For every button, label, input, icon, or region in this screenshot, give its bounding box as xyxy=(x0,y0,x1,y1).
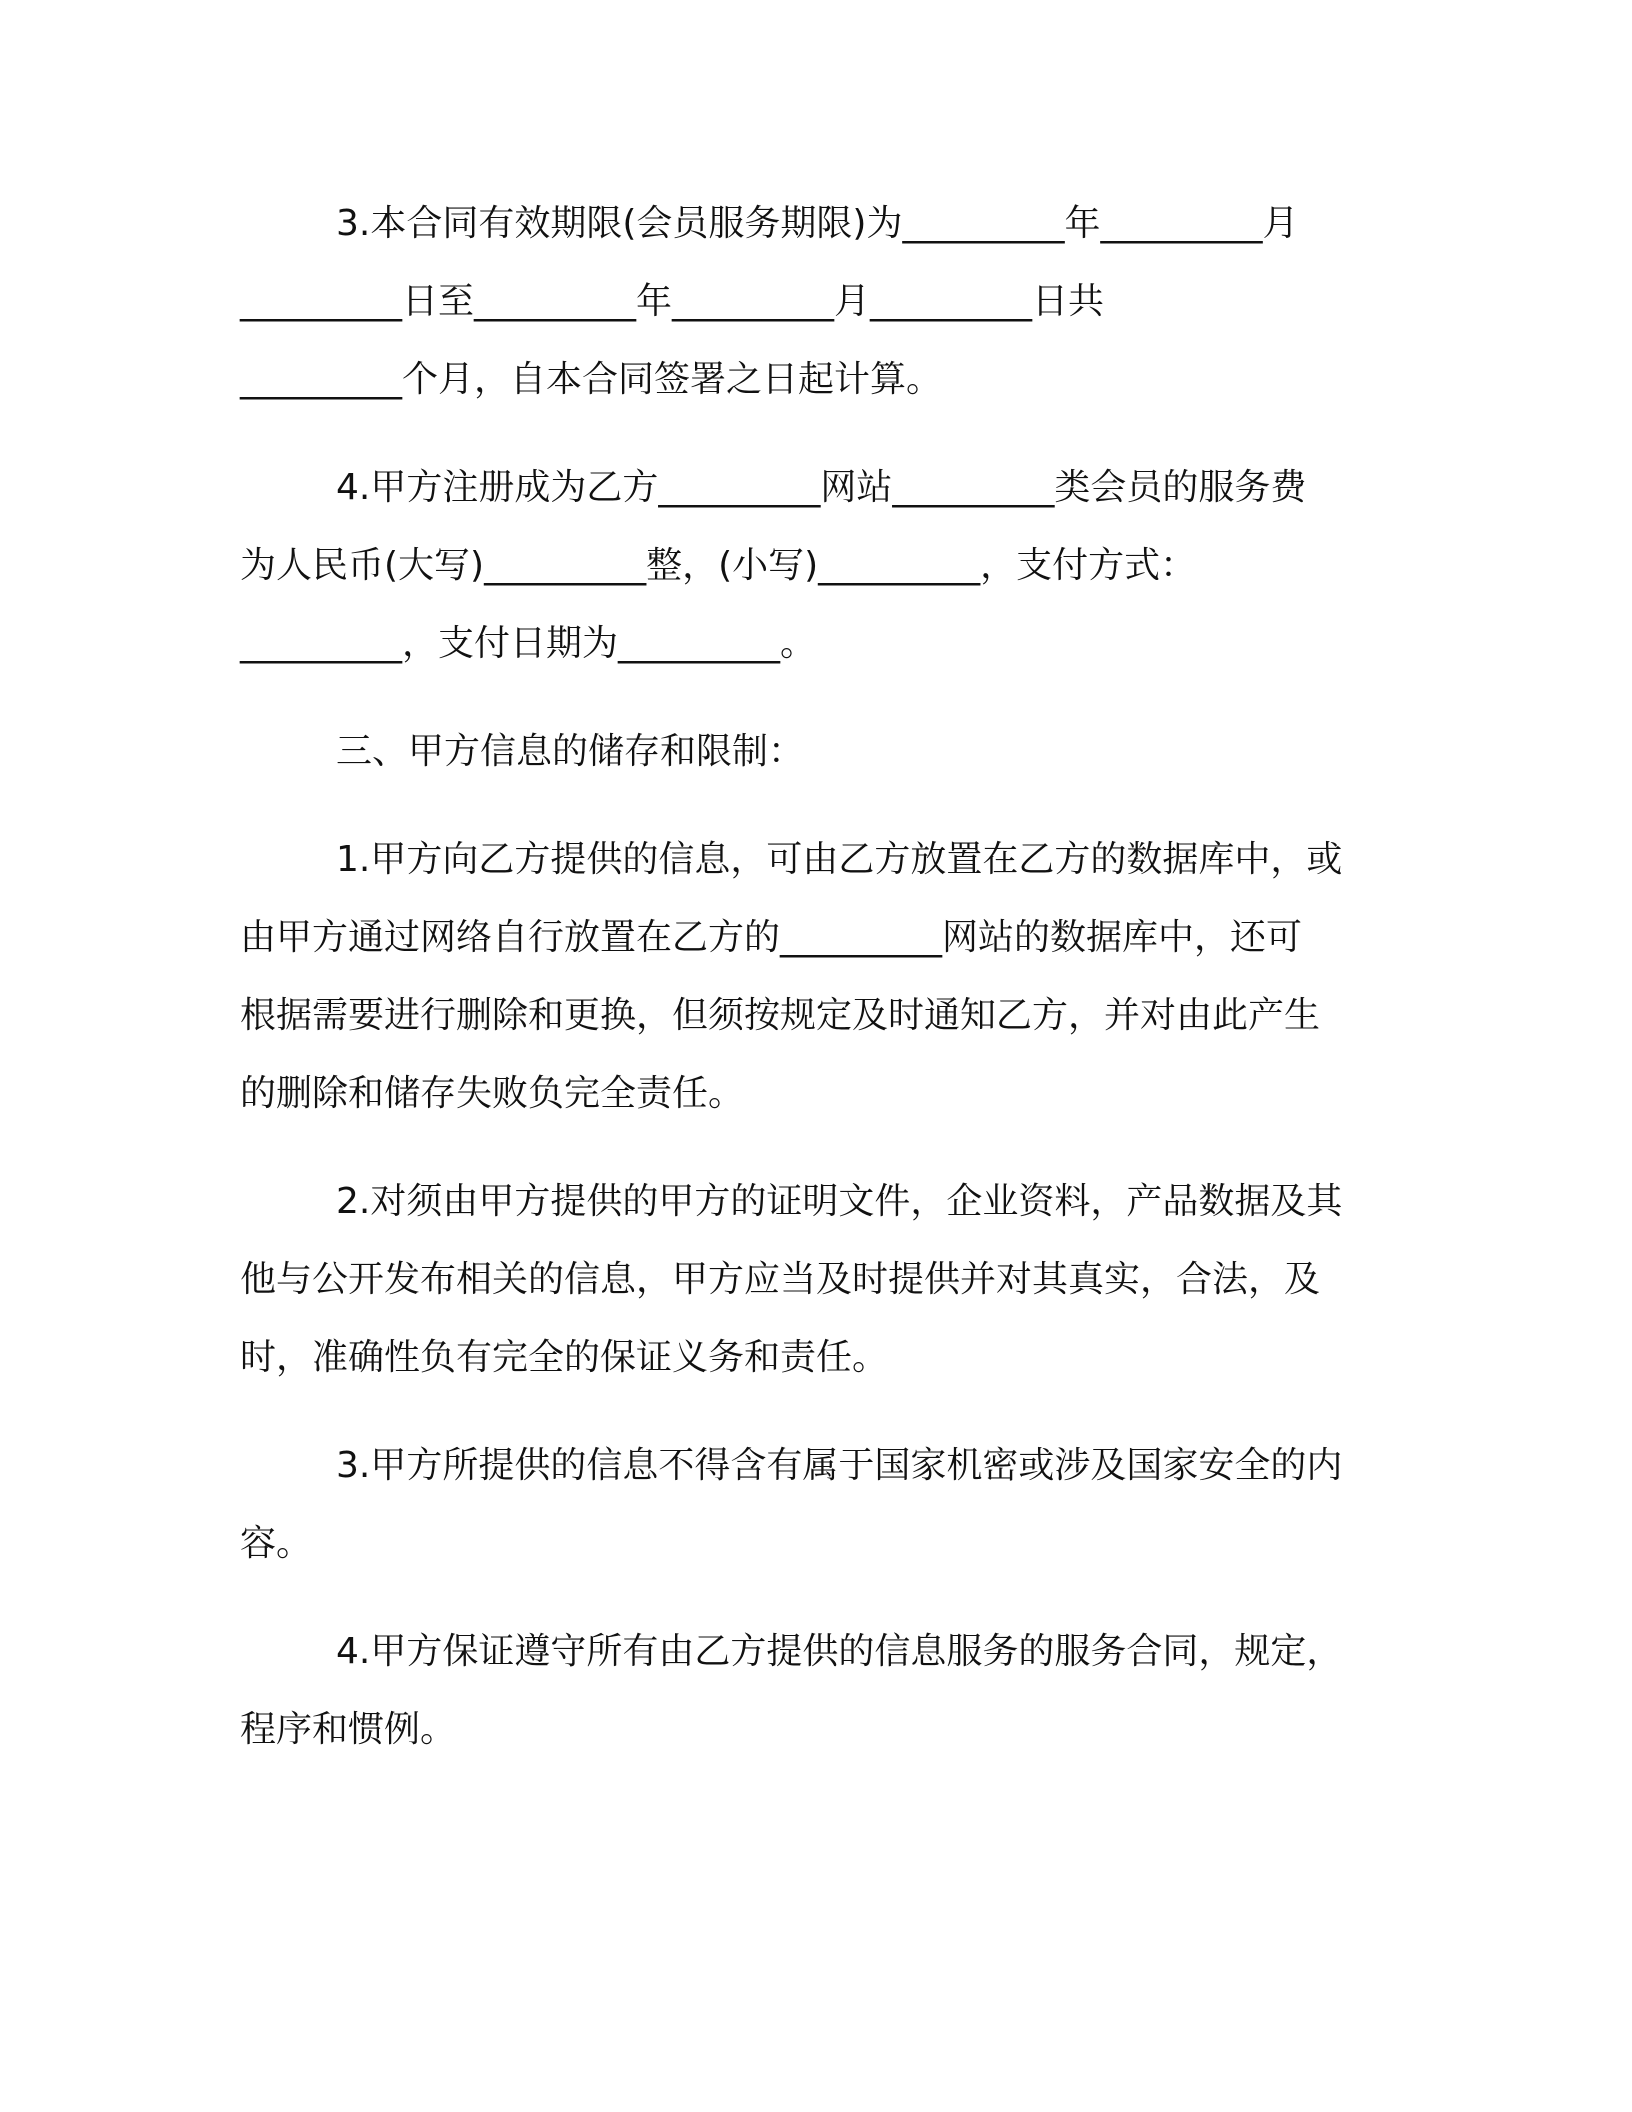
text-line: 为人民币(大写)_________整，(小写)_________，支付方式： xyxy=(240,545,1197,586)
text-line: _________，支付日期为_________。 xyxy=(240,623,817,664)
heading-text: 三、甲方信息的储存和限制： xyxy=(336,731,805,772)
paragraph-line xyxy=(240,1613,1380,1691)
paragraph-line xyxy=(240,605,1380,683)
text-line: 1.甲方向乙方提供的信息，可由乙方放置在乙方的数据库中，或 xyxy=(336,839,1343,880)
text-line: 容。 xyxy=(240,1523,313,1564)
text-line: 时，准确性负有完全的保证义务和责任。 xyxy=(240,1337,889,1378)
paragraph-info-storage xyxy=(240,821,1380,1133)
text-line: 4.甲方注册成为乙方_________网站_________类会员的服务费 xyxy=(336,467,1307,508)
text-line: 3.本合同有效期限(会员服务期限)为_________年_________月 xyxy=(336,203,1299,244)
paragraph-line xyxy=(240,1505,1380,1583)
text-line: _________个月，自本合同签署之日起计算。 xyxy=(240,359,943,400)
text-line: 4.甲方保证遵守所有由乙方提供的信息服务的服务合同，规定， xyxy=(336,1631,1343,1672)
paragraph-line xyxy=(240,341,1380,419)
text-line: 的删除和储存失败负完全责任。 xyxy=(240,1073,745,1114)
paragraph-line xyxy=(240,185,1380,263)
paragraph-line xyxy=(240,1163,1380,1241)
section-heading xyxy=(240,713,1380,791)
paragraph-line xyxy=(240,1427,1380,1505)
text-line: 他与公开发布相关的信息，甲方应当及时提供并对其真实，合法，及 xyxy=(240,1259,1321,1300)
paragraph-line xyxy=(240,1319,1380,1397)
paragraph-line xyxy=(240,449,1380,527)
paragraph-line xyxy=(240,821,1380,899)
text-line: 3.甲方所提供的信息不得含有属于国家机密或涉及国家安全的内 xyxy=(336,1445,1343,1486)
paragraph-compliance xyxy=(240,1613,1380,1769)
paragraph-line xyxy=(240,1055,1380,1133)
paragraph-confidentiality xyxy=(240,1427,1380,1583)
paragraph-line xyxy=(240,899,1380,977)
paragraph-line xyxy=(240,527,1380,605)
paragraph-line xyxy=(240,1241,1380,1319)
text-line: 2.对须由甲方提供的甲方的证明文件，企业资料，产品数据及其 xyxy=(336,1181,1343,1222)
text-line: _________日至_________年_________月_________日共 xyxy=(240,281,1104,322)
document-body xyxy=(240,185,1380,1799)
paragraph-line xyxy=(240,263,1380,341)
text-line: 由甲方通过网络自行放置在乙方的_________网站的数据库中，还可 xyxy=(240,917,1303,958)
text-line: 程序和惯例。 xyxy=(240,1709,457,1750)
paragraph-line xyxy=(240,713,1380,791)
paragraph-service-fee xyxy=(240,449,1380,683)
paragraph-documents xyxy=(240,1163,1380,1397)
paragraph-term-period xyxy=(240,185,1380,419)
text-line: 根据需要进行删除和更换，但须按规定及时通知乙方，并对由此产生 xyxy=(240,995,1321,1036)
paragraph-line xyxy=(240,1691,1380,1769)
paragraph-line xyxy=(240,977,1380,1055)
